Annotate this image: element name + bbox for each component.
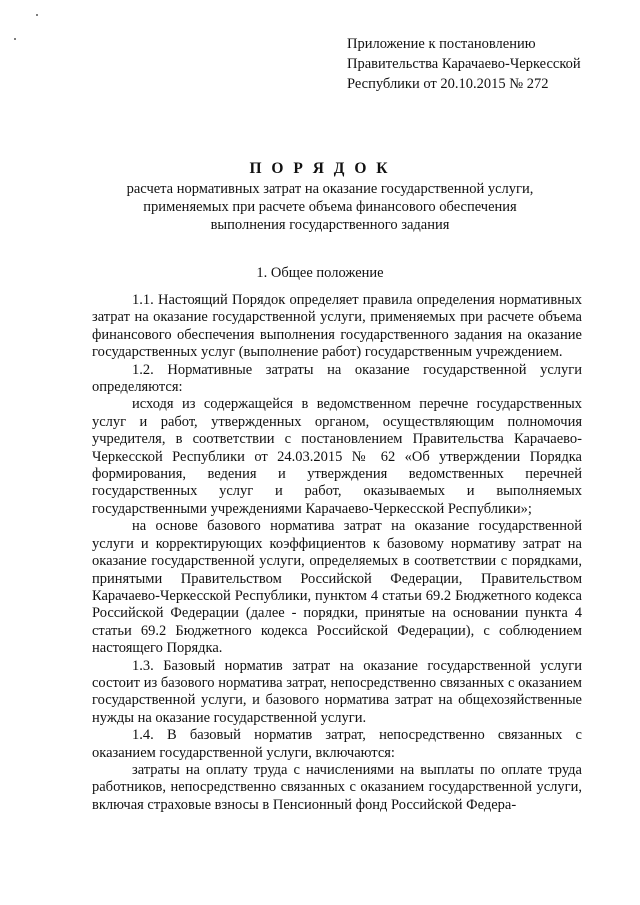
scan-speck: [36, 14, 38, 16]
appendix-line: Республики от 20.10.2015 № 272: [347, 76, 549, 92]
appendix-note: [347, 34, 617, 94]
paragraph: 1.2. Нормативные затраты на оказание государственной услуги определяются:: [92, 361, 582, 396]
paragraph: затраты на оплату труда с начислениями на выплаты по оплате труда работников, непосредственно связанных с оказанием государственной услуги, включая страховые взносы в Пенсионный фонд Российской Федера-: [92, 761, 582, 813]
paragraph: на основе базового норматива затрат на оказание государственной услуги и корректирующих коэффициентов к базовому нормативу затрат на оказание государственной услуги, определяемых в соответствии с порядками, принятыми Правительством Российской Федерации, Правительством Карачаево-Черкесской Республики, пунктом 4 статьи 69.2 Бюджетного кодекса Российской Федерации (далее - порядки, принятые на основании пункта 4 статьи 69.2 Бюджетного кодекса Российской Федерации), с соблюдением настоящего Порядка.: [92, 518, 582, 657]
document-subtitle: расчета нормативных затрат на оказание государственной услуги, применяемых при расчете объема финансового обеспечения выполнения государственного задания: [126, 181, 534, 233]
paragraph: 1.4. В базовый норматив затрат, непосредственно связанных с оказанием государственной услуги, включаются:: [92, 727, 582, 761]
document-title: П О Р Я Д О К: [249, 160, 391, 177]
scan-speck: [14, 38, 16, 40]
appendix-line: Правительства Карачаево-Черкесской: [347, 56, 581, 72]
paragraph: 1.3. Базовый норматив затрат на оказание государственной услуги состоит из базового норматива затрат, непосредственно связанных с оказанием государственной услуги, и базового норматива затрат на общехозяйственные нужды на оказание государственной услуги.: [92, 657, 582, 726]
appendix-line: Приложение к постановлению: [347, 36, 536, 52]
section-heading: 1. Общее положение: [256, 265, 384, 281]
document-body: [92, 292, 582, 814]
paragraph: исходя из содержащейся в ведомственном перечне государственных услуг и работ, утвержденных органом, осуществляющим полномочия учредителя, в соответствии с постановлением Правительства Карачаево-Черкесской Республики от 24.03.2015 № 62 «Об утверждении Порядка формирования, ведения и утверждения ведомственных перечней государственных услуг и работ, оказываемых и выполняемых государственными учреждениями Карачаево-Черкесской Республики»;: [92, 396, 582, 517]
paragraph: 1.1. Настоящий Порядок определяет правила определения нормативных затрат на оказание государственной услуги, применяемых при расчете объема финансового обеспечения выполнения государственного задания на оказание государственных услуг (выполнение работ) государственным учреждением.: [92, 292, 582, 361]
